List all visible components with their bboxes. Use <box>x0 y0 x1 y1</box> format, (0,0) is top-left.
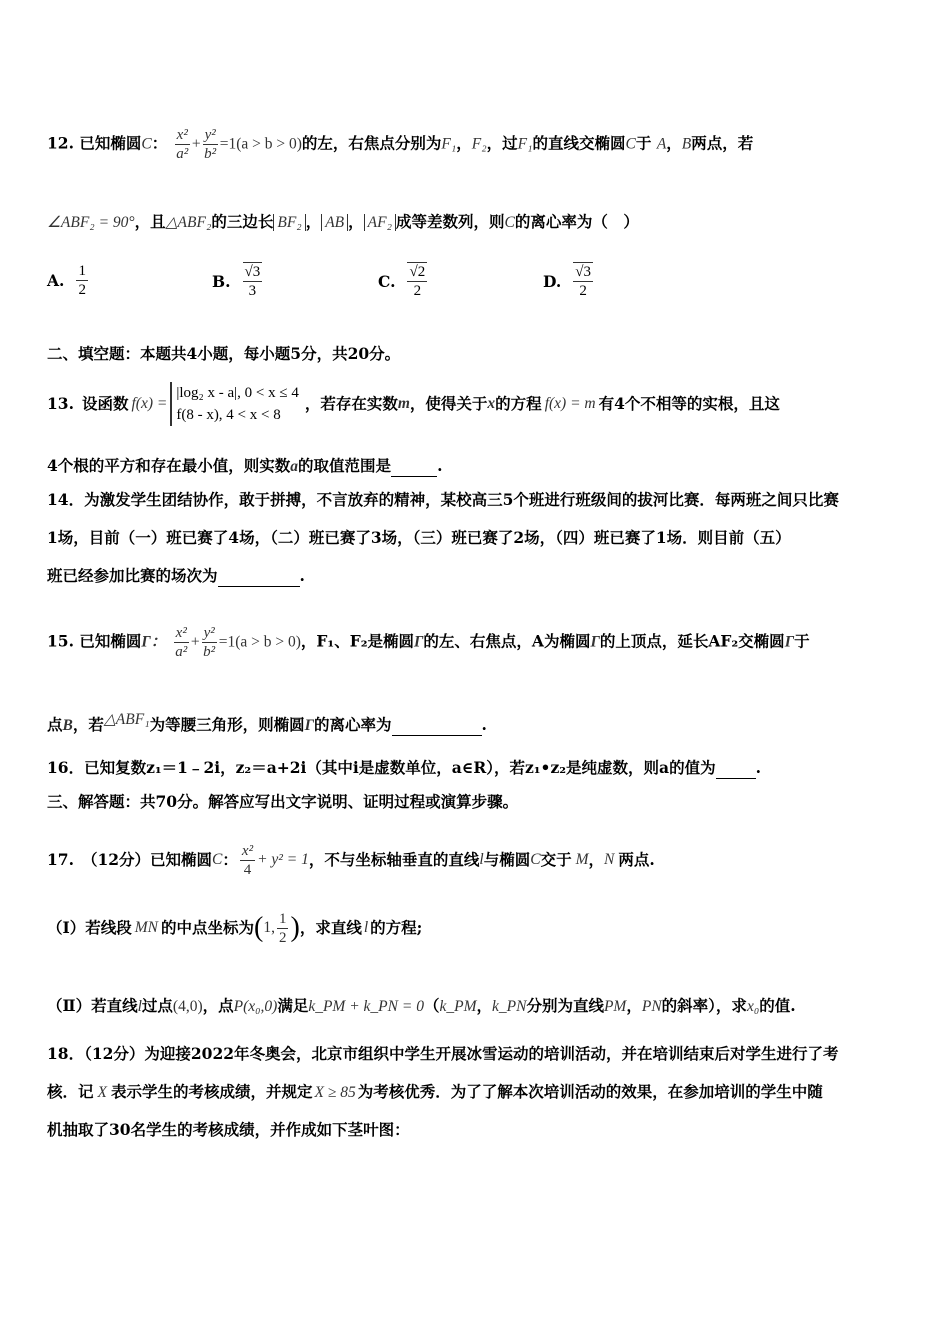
fraction-x2-4 <box>240 842 255 879</box>
q15-text4: 的左、右焦点， <box>423 631 532 651</box>
math-F2: F₂ <box>471 135 487 153</box>
q13-text1: 设函数 <box>81 394 129 413</box>
a2: a² <box>175 644 188 660</box>
q12-text10: 的离心率为（ ） <box>514 212 639 231</box>
triangle-expr: △ABF₁ <box>103 711 150 728</box>
math-F1b: F₁ <box>517 135 533 153</box>
period: . <box>755 758 761 777</box>
b2: b² <box>203 644 216 660</box>
q15-text2: ，F₁、F₂是椭圆 <box>300 631 415 651</box>
abs-AF2: AF₂ <box>364 214 396 231</box>
q17-p1d: 的方程; <box>370 918 423 937</box>
question-number: 15. <box>47 631 74 651</box>
q15-line2 <box>47 710 487 736</box>
triangle-expr: △ABF₂ <box>165 214 212 231</box>
option-label: B. <box>212 271 231 291</box>
q18-line1: 18．（12分）为迎接2022年冬奥会，北京市组织中学生开展冰雪运动的培训活动，并在培训结束后对学生进行了考 <box>47 1044 839 1063</box>
math-C2: C <box>625 135 636 153</box>
q15-text9: 交椭圆 <box>738 631 785 651</box>
math-gamma2: Γ <box>414 633 424 651</box>
q16-line <box>47 758 761 779</box>
math-x: x <box>487 395 496 412</box>
q17-p1c: ，求直线 <box>299 918 362 937</box>
q17-p2d: 满足 <box>277 996 309 1015</box>
q12-line2: ∠ABF₂ = 90°，且△ABF₂的三边长 BF₂ ， AB ， AF₂ 成等差数列，则C的离心率为（ ） <box>47 212 639 231</box>
q17-part2: （Ⅱ）若直线l过点(4,0)，点P(x₀,0)满足k_PM + k_PN = 0（k_PM，k_PN分别为直线PM，PN的斜率），求x₀的值. <box>47 996 796 1015</box>
math-gamma3: Γ <box>590 633 600 651</box>
q17-text4: 交于 <box>540 850 572 869</box>
period: . <box>299 566 305 585</box>
q15-line2a: 点 <box>47 715 63 734</box>
q13-text4: 的方程 <box>495 394 542 413</box>
option-num: √2 <box>409 264 426 280</box>
q13-text3: ，使得关于 <box>409 394 488 413</box>
fraction-x2-a2 <box>175 126 190 163</box>
math-B: B <box>62 717 73 734</box>
q15-text6: 为椭圆 <box>543 631 591 651</box>
math-N: N <box>604 851 615 868</box>
angle-expr: ∠ABF₂ = 90° <box>47 214 135 231</box>
answer-blank[interactable] <box>716 758 756 779</box>
option-d[interactable] <box>543 262 595 300</box>
piecewise-function <box>170 382 299 426</box>
q17-p2b: 过点 <box>141 996 173 1015</box>
q12-text4: 的直线交椭圆 <box>532 133 626 153</box>
q12-line1: 12. 已知椭圆C： $\frac{\text{x²}}{\text{a²}}$ + $\frac{\text{y²}}{\text{b²}}$ =1(a > b > 0)的左，右焦点分别为F₁，F₂，过F₁的直线交椭圆C于 A，B两点，若 <box>47 127 754 162</box>
q17-text1: （12分）已知椭圆 <box>81 850 213 869</box>
q12-text5: 于 <box>635 133 652 153</box>
math-gamma5: Γ <box>304 717 314 734</box>
math-C3: C <box>504 214 515 231</box>
q17-text3: 与椭圆 <box>483 850 531 869</box>
q15-line2e: 的离心率为 <box>313 715 392 734</box>
comma: ， <box>456 133 472 153</box>
q18-line3: 机抽取了30名学生的考核成绩，并作成如下茎叶图： <box>47 1120 410 1139</box>
option-num: √3 <box>244 264 261 280</box>
abs-BF2: BF₂ <box>273 214 305 231</box>
k-pn: k_PN <box>492 998 527 1015</box>
ellipse-eq-rhs: =1(a > b > 0) <box>219 135 302 153</box>
fraction-y2-b2 <box>203 126 218 163</box>
fraction-y2-b2 <box>202 624 217 661</box>
section-heading-3: 三、解答题：共70分。解答应写出文字说明、证明过程或演算步骤。 <box>47 792 519 811</box>
answer-blank[interactable] <box>218 566 300 587</box>
option-num: √3 <box>575 264 592 280</box>
option-den: 2 <box>579 283 587 299</box>
q12-text2: 的左，右焦点分别为 <box>301 133 442 153</box>
math-gamma4: Γ <box>784 633 795 651</box>
q14-line3a: 班已经参加比赛的场次为 <box>47 566 218 585</box>
q16-text: 16．已知复数z₁＝1﹣2i，z₂＝a+2i（其中i是虚数单位，a∈R），若z₁•z₂是纯虚数，则a的值为 <box>47 758 716 777</box>
left-paren: ( <box>254 912 264 943</box>
slope-condition: k_PM + k_PN = 0 <box>308 998 424 1015</box>
option-label: A. <box>47 271 65 290</box>
case2: f(8 - x), 4 < x < 8 <box>176 407 281 423</box>
period: . <box>481 715 487 734</box>
right-paren: ) <box>290 912 300 943</box>
abs-AB: AB <box>321 214 348 231</box>
q12-text9: 成等差数列，则 <box>395 212 505 231</box>
y2: y² <box>203 625 215 641</box>
q18-line2b: 表示学生的考核成绩，并规定 <box>110 1082 313 1101</box>
q15-line2b: ，若 <box>72 715 104 734</box>
q15-text1: 已知椭圆 <box>79 631 142 651</box>
q17-text2: ，不与坐标轴垂直的直线 <box>308 850 480 869</box>
option-fraction <box>76 262 88 299</box>
q13-line2b: 的取值范围是 <box>298 456 392 475</box>
q18-line2c: 为考核优秀．为了了解本次培训活动的效果，在参加培训的学生中随 <box>357 1082 823 1101</box>
q17-p2a: （Ⅱ）若直线 <box>47 996 138 1015</box>
comma: ， <box>588 850 605 869</box>
half-num: 1 <box>278 910 287 927</box>
b2: b² <box>204 146 217 162</box>
math-l: l <box>363 919 369 936</box>
q17-text5: 两点. <box>618 850 655 869</box>
q12-text: 已知椭圆 <box>79 133 142 153</box>
den4: 4 <box>243 861 252 878</box>
q17-p2g: 的斜率），求 <box>661 996 747 1015</box>
math-gamma: Γ： <box>141 633 167 651</box>
question-number: 17. <box>47 850 74 869</box>
math-l: l <box>479 851 484 868</box>
y2: y² <box>204 127 216 143</box>
q13-line2a: 4个根的平方和存在最小值，则实数 <box>47 456 291 475</box>
x2: x² <box>175 625 187 641</box>
q13-line1 <box>47 384 780 424</box>
option-num: 1 <box>78 263 86 279</box>
line-PN: PN <box>641 998 662 1015</box>
x2: x² <box>241 842 254 859</box>
section-heading-2: 二、填空题：本题共4小题，每小题5分，共20分。 <box>47 344 401 363</box>
q17-p2c: ，点 <box>202 996 234 1015</box>
q17-p1b: 的中点坐标为 <box>161 918 255 937</box>
q17-p2h: 的值. <box>759 996 796 1015</box>
case1: |log₂ x - a|, 0 < x ≤ 4 <box>176 385 299 401</box>
q17-p2f: 分别为直线 <box>526 996 604 1015</box>
q14-line1: 14．为激发学生团结协作，敢于拼搏，不言放弃的精神，某校高三5个班进行班级间的拔河比赛．每两班之间只比赛 <box>47 490 839 509</box>
q18-line2a: 核．记 <box>47 1082 94 1101</box>
half-den: 2 <box>278 929 287 946</box>
a2: a² <box>176 146 189 162</box>
option-label: D. <box>543 271 562 291</box>
q13-text5: 有4个不相等的实根，且这 <box>598 394 780 413</box>
math-C: C <box>212 851 223 868</box>
point-4-0: (4,0) <box>172 998 203 1015</box>
math-l: l <box>137 998 142 1015</box>
q15-text11: 于 <box>794 631 810 651</box>
q17-part1 <box>47 906 422 950</box>
option-label: C. <box>378 271 396 291</box>
colon: ： <box>222 850 238 869</box>
q17-p1a: （Ⅰ）若线段 <box>47 918 132 937</box>
q17-line1 <box>47 840 655 880</box>
q15-line1: 15. 已知椭圆Γ： $\frac{\text{x²}}{\text{a²}}$ + $\frac{\text{y²}}{\text{b²}}$ =1(a > b > 0)，F₁、F₂是椭圆Γ的左、右焦点，A为椭圆Γ的上顶点，延长AF₂交椭圆Γ于 <box>47 625 810 660</box>
option-b[interactable] <box>212 262 264 300</box>
option-c[interactable] <box>378 262 429 300</box>
q14-line3 <box>47 566 305 587</box>
math-AF2: AF₂ <box>708 631 739 651</box>
ellipse-eq-rhs: =1(a > b > 0) <box>218 633 301 651</box>
ellipse-rest: + y² = 1 <box>257 851 309 868</box>
point-P: P(x₀,0) <box>233 998 278 1015</box>
question-number: 13. <box>47 394 74 413</box>
math-x0: x₀ <box>746 998 760 1015</box>
x2: x² <box>176 127 188 143</box>
q12-colon: ： <box>151 133 168 153</box>
option-den: 2 <box>78 282 86 298</box>
midpoint-x: 1, <box>263 919 275 936</box>
answer-blank[interactable] <box>391 456 437 477</box>
fraction-x2-a2 <box>174 624 189 661</box>
answer-blank[interactable] <box>392 715 482 736</box>
math-MN: MN <box>134 919 159 936</box>
period: . <box>437 456 443 475</box>
option-den: 2 <box>413 283 422 299</box>
question-number: 12. <box>47 133 74 153</box>
math-A: A <box>531 631 544 651</box>
q14-line2: 1场，目前（一）班已赛了4场，（二）班已赛了3场，（三）班已赛了2场，（四）班已赛了1场．则目前（五） <box>47 528 791 547</box>
option-fraction <box>573 262 593 300</box>
math-B: B <box>681 135 692 153</box>
option-den: 3 <box>248 283 257 299</box>
math-C: C <box>141 135 152 153</box>
line-PM: PM <box>603 998 627 1015</box>
math-F1: F₁ <box>441 135 457 153</box>
math-a: a <box>290 458 299 475</box>
math-X: X <box>97 1084 107 1101</box>
fraction-half <box>277 910 289 947</box>
function-f: f(x) = <box>131 395 168 412</box>
option-a[interactable] <box>47 262 90 299</box>
k-pm: k_PM <box>439 998 477 1015</box>
option-fraction <box>407 262 427 300</box>
math-A: A <box>656 135 667 153</box>
q12-text7: ，且 <box>134 212 166 231</box>
math-m: m <box>397 395 410 412</box>
math-M: M <box>575 851 589 868</box>
q15-line2c: 为等腰三角形，则椭圆 <box>149 715 305 734</box>
q18-line2 <box>47 1082 823 1103</box>
q17-p2e: （ <box>423 996 440 1015</box>
q12-text6: 两点，若 <box>691 133 754 153</box>
q13-text2: ，若存在实数 <box>304 394 398 413</box>
q12-text8: 的三边长 <box>211 212 274 231</box>
condition-X85: X ≥ 85 <box>314 1084 356 1101</box>
equation-fxm: f(x) = m <box>544 395 596 412</box>
option-fraction <box>243 262 263 300</box>
q13-line2 <box>47 456 442 477</box>
q15-text7: 的上顶点，延长 <box>599 631 709 651</box>
q12-text3: ，过 <box>486 133 518 153</box>
comma2: ， <box>666 133 682 153</box>
math-C2: C <box>530 851 541 868</box>
